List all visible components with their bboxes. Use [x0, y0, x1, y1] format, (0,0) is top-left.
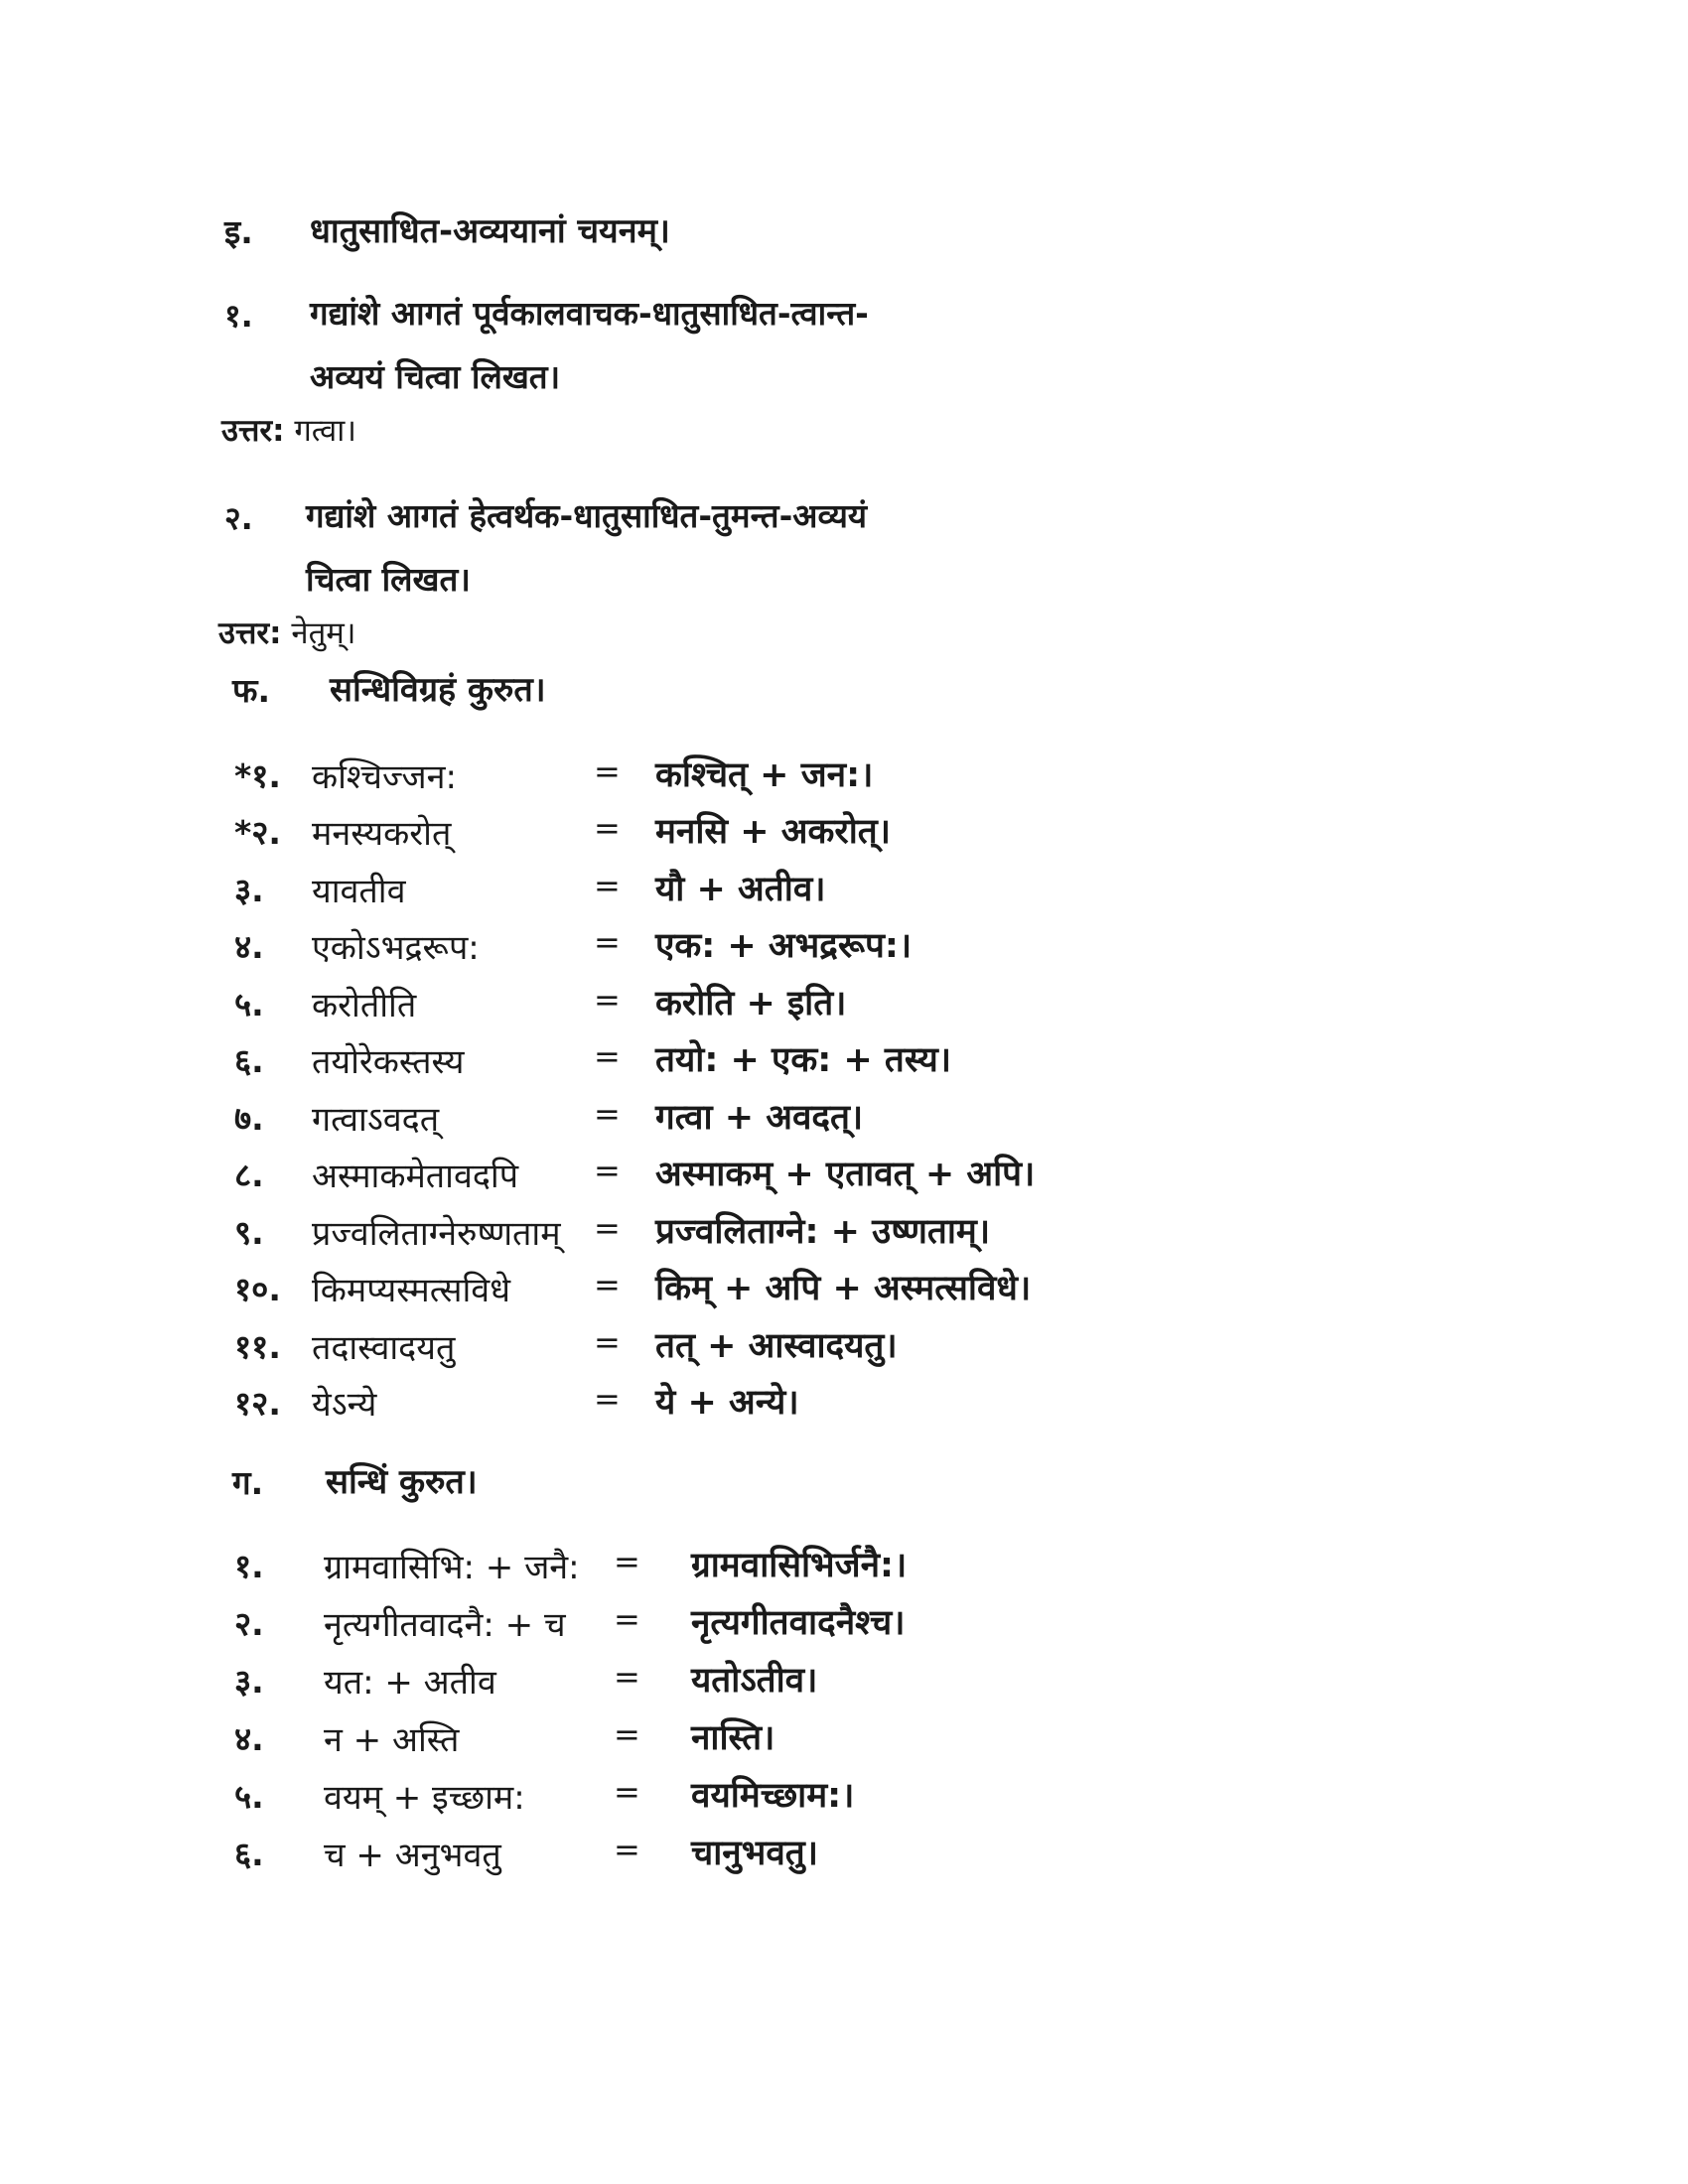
sv-row-12-word: येऽन्ये [312, 1385, 377, 1425]
question-2-text [306, 484, 867, 612]
section-i-title: धातुसाधित-अव्ययानां चयनम्। [310, 211, 670, 251]
sv-row-11-result: तत् + आस्वादयतु। [655, 1326, 898, 1366]
question-2-line-2: चित्वा लिखत। [306, 560, 471, 599]
s-row-4-number: ४. [234, 1719, 264, 1758]
sv-row-1-result: कश्चित् + जन:। [655, 755, 874, 795]
sv-row-6-result: तयो: + एक: + तस्य। [655, 1040, 952, 1080]
answer-2-value: नेतुम्। [291, 615, 356, 651]
s-row-3-result: यतोऽतीव। [691, 1661, 818, 1701]
sv-row-4-number: ४. [234, 927, 264, 966]
sv-row-3-equals: = [594, 867, 621, 904]
sv-row-3-number: ३. [234, 871, 264, 909]
sv-row-11-equals: = [594, 1323, 621, 1361]
sv-row-9-number: ९. [234, 1213, 264, 1252]
answer-2-label: उत्तर: [218, 615, 282, 651]
sv-row-5-result: करोति + इति। [655, 984, 847, 1024]
sv-row-12-number: १२. [234, 1384, 281, 1423]
sv-row-6-word: तयोरेकस्तस्य [312, 1042, 465, 1082]
s-row-5-word: वयम् + इच्छाम: [324, 1778, 525, 1818]
answer-1 [221, 409, 356, 451]
s-row-5-equals: = [614, 1773, 640, 1811]
sv-row-4-word: एकोऽभद्ररूप: [312, 928, 480, 968]
sv-row-1-equals: = [594, 752, 621, 790]
sv-row-8-number: ८. [234, 1156, 264, 1194]
answer-1-value: गत्वा। [294, 413, 357, 449]
sv-row-5-equals: = [594, 981, 621, 1019]
section-g-label: ग. [232, 1463, 264, 1502]
sv-row-5-word: करोतीति [312, 986, 417, 1025]
sv-row-5-number: ५. [234, 985, 264, 1024]
section-i-label: इ. [224, 212, 253, 251]
sv-row-2-result: मनसि + अकरोत्। [655, 812, 891, 852]
s-row-3-number: ३. [234, 1662, 264, 1701]
s-row-6-number: ६. [234, 1835, 264, 1873]
sv-row-1-number: *१. [234, 756, 281, 795]
sv-row-9-result: प्रज्वलिताग्ने: + उष्णताम्। [655, 1212, 991, 1252]
answer-1-label: उत्तर: [221, 413, 285, 449]
sv-row-10-equals: = [594, 1266, 621, 1303]
s-row-2-word: नृत्यगीतवादनै: + च [324, 1605, 566, 1645]
sv-row-3-result: यौ + अतीव। [655, 870, 826, 909]
s-row-2-equals: = [614, 1600, 640, 1638]
s-row-5-result: वयमिच्छाम:। [691, 1776, 855, 1816]
s-row-5-number: ५. [234, 1777, 264, 1816]
sv-row-12-equals: = [594, 1380, 621, 1418]
question-1-number: १. [224, 297, 253, 335]
sv-row-8-word: अस्माकमेतावदपि [312, 1157, 519, 1196]
s-row-1-number: १. [234, 1547, 264, 1585]
section-f-label: फ. [232, 671, 270, 710]
section-f-title: सन्धिविग्रहं कुरुत। [330, 670, 546, 710]
s-row-2-result: नृत्यगीतवादनैश्च। [691, 1603, 906, 1643]
s-row-1-result: ग्रामवासिभिर्जनै:। [691, 1546, 908, 1585]
sv-row-3-word: यावतीव [312, 872, 406, 911]
sv-row-10-word: किमप्यस्मत्सविधे [312, 1271, 511, 1310]
sv-row-7-word: गत्वाऽवदत् [312, 1100, 440, 1140]
sv-row-4-result: एक: + अभद्ररूप:। [655, 926, 913, 966]
sv-row-8-equals: = [594, 1152, 621, 1189]
s-row-3-word: यत: + अतीव [324, 1663, 496, 1703]
s-row-4-result: नास्ति। [691, 1718, 775, 1758]
question-1-line-1: गद्यांशे आगतं पूर्वकालवाचक-धातुसाधित-त्वान्त- [310, 294, 869, 333]
s-row-6-word: च + अनुभवतु [324, 1836, 501, 1875]
section-g-title: सन्धिं कुरुत। [326, 1462, 478, 1502]
s-row-1-word: ग्रामवासिभि: + जनै: [324, 1548, 580, 1587]
sv-row-7-number: ७. [234, 1099, 264, 1138]
question-2-line-1: गद्यांशे आगतं हेत्वर्थक-धातुसाधित-तुमन्त-अव्ययं [306, 496, 868, 535]
question-2-number: २. [224, 499, 253, 537]
answer-2 [218, 612, 356, 653]
s-row-6-result: चानुभवतु। [691, 1834, 818, 1873]
sv-row-1-word: कश्चिज्जन: [312, 757, 457, 797]
sv-row-11-number: ११. [234, 1327, 281, 1366]
s-row-1-equals: = [614, 1543, 640, 1580]
s-row-6-equals: = [614, 1831, 640, 1868]
s-row-3-equals: = [614, 1658, 640, 1696]
sv-row-12-result: ये + अन्ये। [655, 1383, 799, 1423]
sv-row-9-equals: = [594, 1209, 621, 1247]
sv-row-7-equals: = [594, 1095, 621, 1133]
question-1-text [310, 282, 869, 409]
sv-row-10-result: किम् + अपि + अस्मत्सविधे। [655, 1269, 1032, 1308]
sv-row-4-equals: = [594, 923, 621, 961]
question-1-line-2: अव्ययं चित्वा लिखत। [310, 357, 561, 396]
sv-row-8-result: अस्माकम् + एतावत् + अपि। [655, 1155, 1036, 1194]
sv-row-6-number: ६. [234, 1041, 264, 1080]
sv-row-2-equals: = [594, 809, 621, 847]
s-row-2-number: २. [234, 1604, 264, 1643]
s-row-4-word: न + अस्ति [324, 1720, 460, 1760]
sv-row-9-word: प्रज्वलिताग्नेरुष्णताम् [312, 1214, 561, 1254]
sv-row-7-result: गत्वा + अवदत्। [655, 1098, 864, 1138]
sv-row-6-equals: = [594, 1037, 621, 1075]
sv-row-2-word: मनस्यकरोत् [312, 814, 452, 854]
sv-row-2-number: *२. [234, 813, 281, 852]
sv-row-11-word: तदास्वादयतु [312, 1328, 456, 1368]
s-row-4-equals: = [614, 1715, 640, 1753]
sv-row-10-number: १०. [234, 1270, 281, 1308]
